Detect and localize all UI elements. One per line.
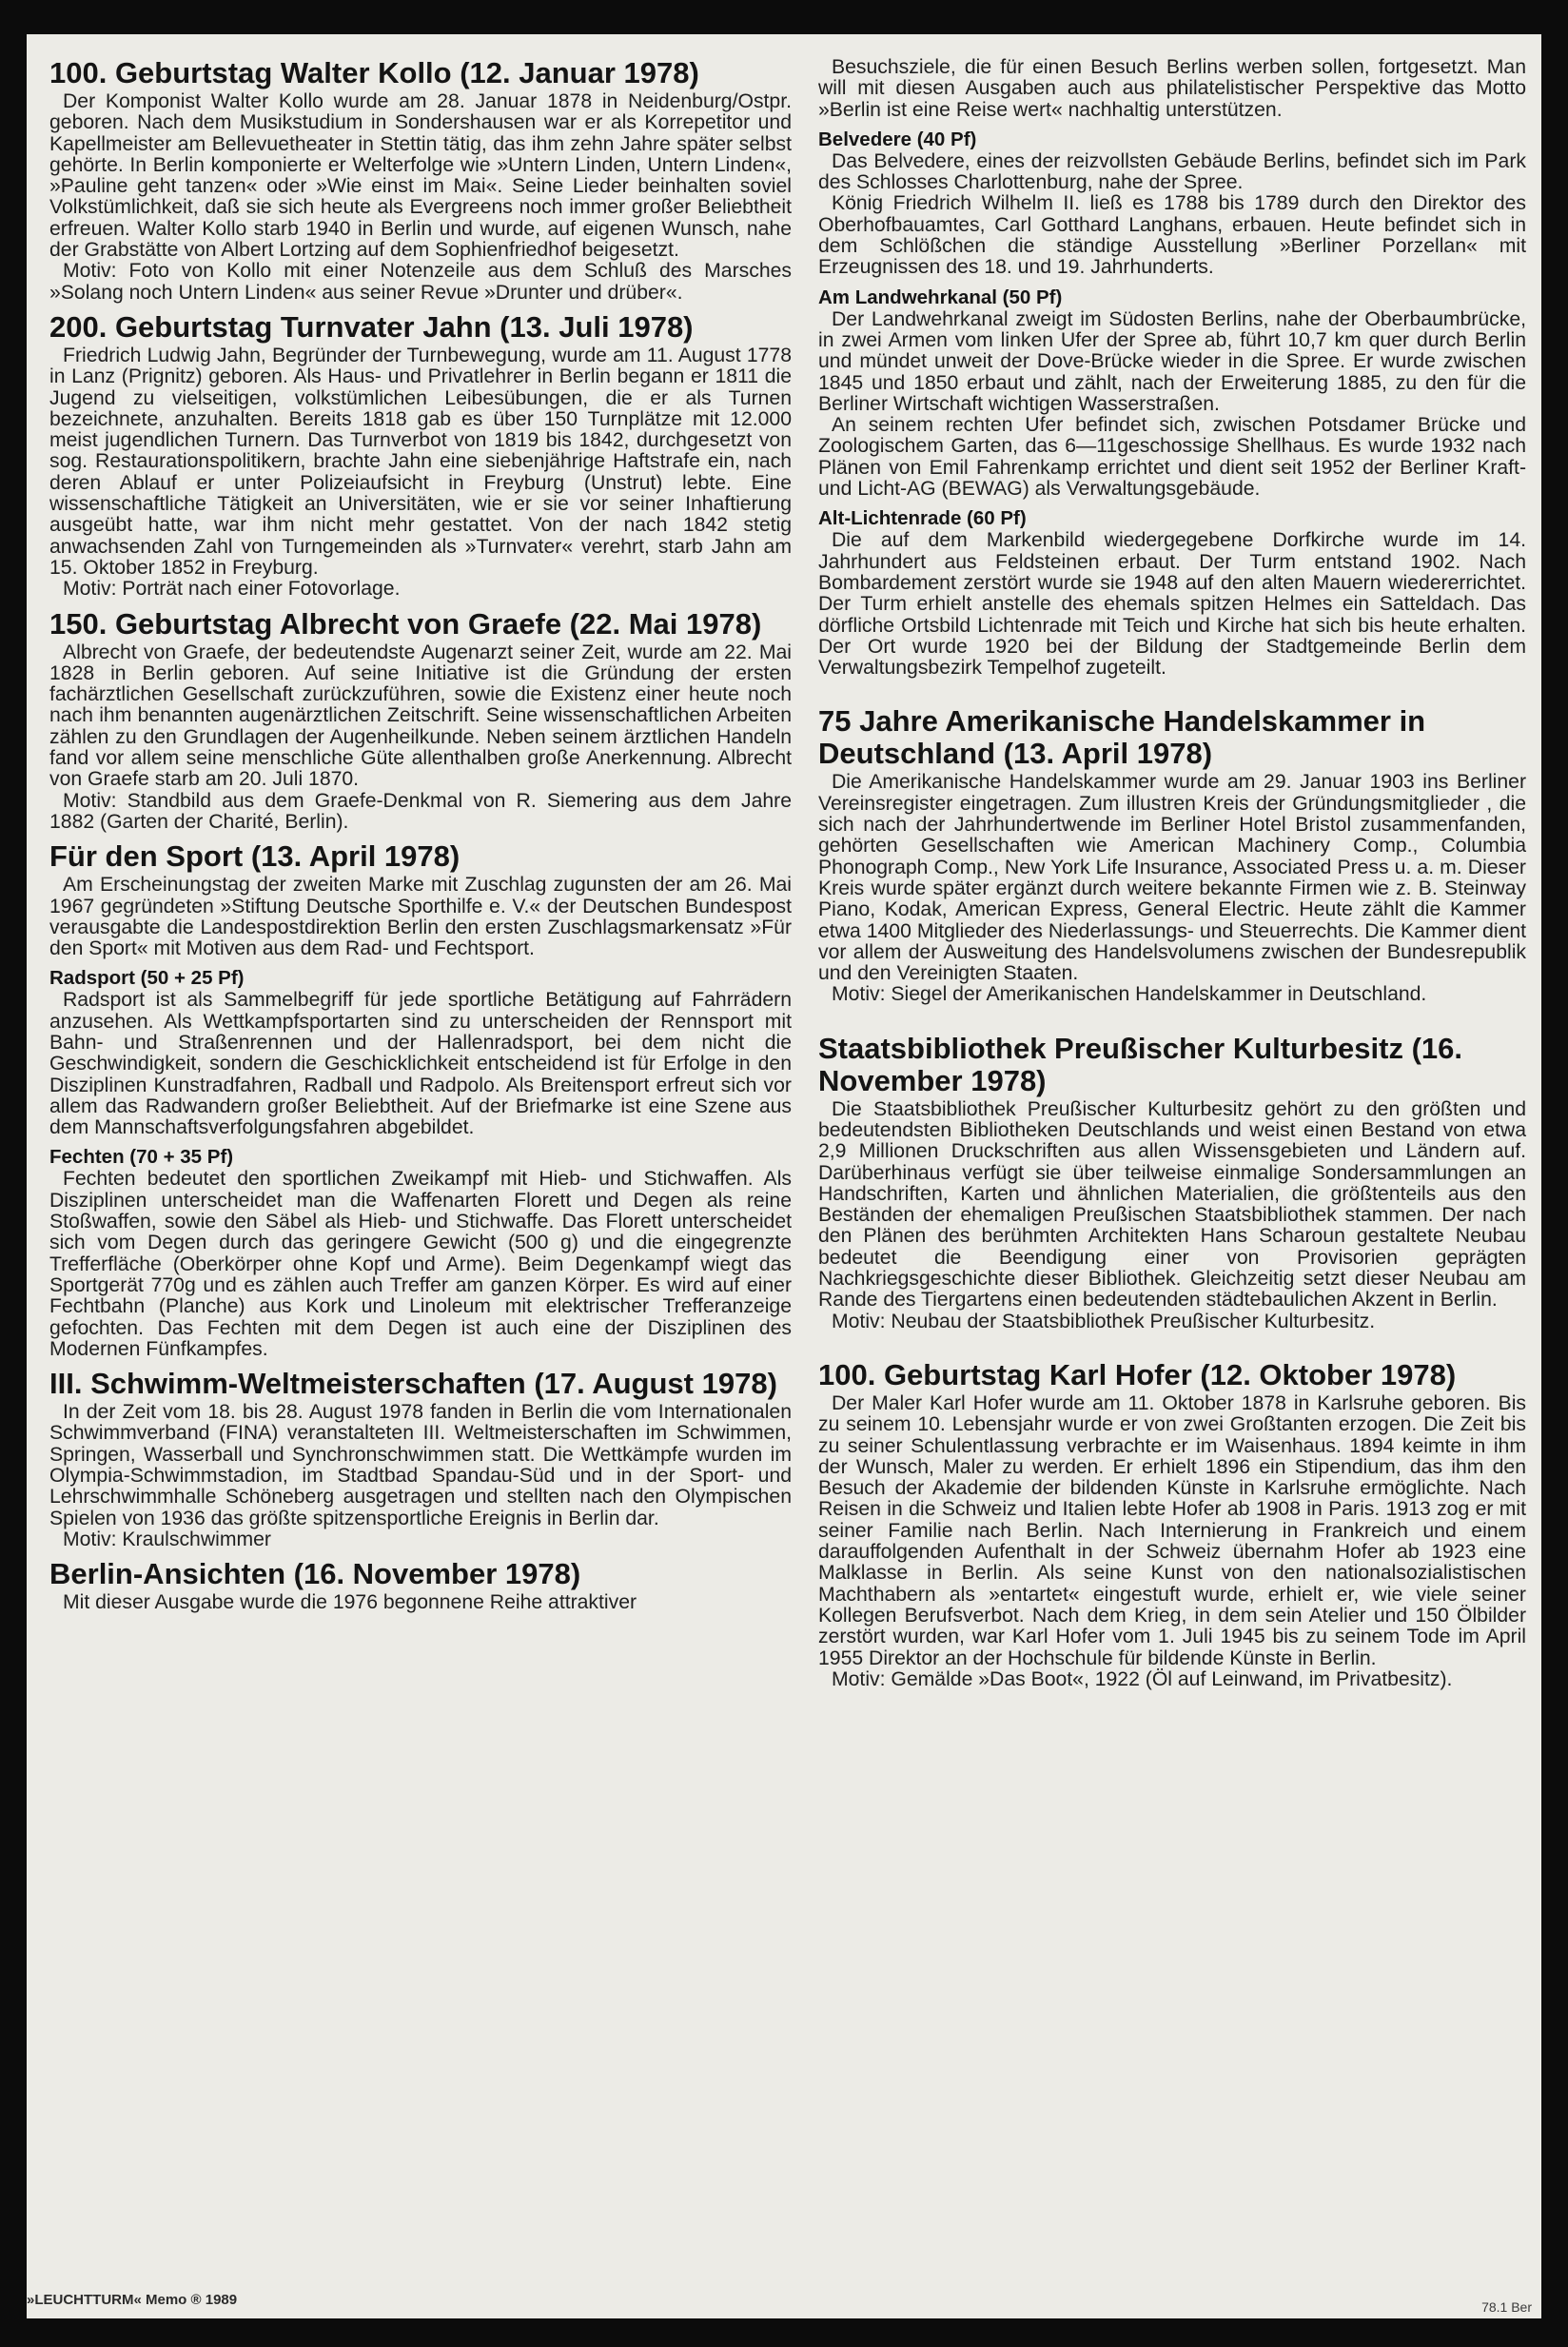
paragraph: Besuchsziele, die für einen Besuch Berlins werben sollen, fortgesetzt. Man will mit diesen Ausgaben auch aus philatelistischer Perspektive das Motto »Berlin ist eine Reise wert« nachhaltig unterstützen. [818,56,1526,121]
paragraph: An seinem rechten Ufer befindet sich, zwischen Potsdamer Brücke und Zoologischem Garten, das 6—11geschossige Shellhaus. Es wurde 1932 nach Plänen von Emil Fahrenkamp errichtet und dient seit 1952 der Berliner Kraft- und Licht-AG (BEWAG) als Verwaltungsgebäude. [818,414,1526,501]
paragraph: Die Staatsbibliothek Preußischer Kulturbesitz gehört zu den größten und bedeutendsten Bibliotheken Deutschlands und weist einen Bestand von etwa 2,9 Millionen Druckschriften aus allen Wissensgebieten und Ländern auf. Darüberhinaus verfügt sie über teilweise einmalige Sondersammlungen an Handschriften, Karten und ähnlichen Materialien, die größtenteils aus den Beständen der ehemaligen Preußischen Staatsbibliothek stammen. Der nach den Plänen des berühmten Architekten Hans Scharoun gestaltete Neubau bedeutet die Beendigung einer von Provisorien geprägten Nachkriegsgeschichte dieser Bibliothek. Gleichzeitig setzt dieser Neubau am Rande des Tiergartens einen bedeutenden städtebaulichen Akzent in Berlin. [818,1097,1526,1312]
paragraph: Der Landwehrkanal zweigt im Südosten Berlins, nahe der Oberbaumbrücke, in zwei Armen vom linken Ufer der Spree ab, führt 10,7 km quer durch Berlin und mündet unweit der Dove-Brücke wieder in die Spree. Er wurde zwischen 1845 und 1850 erbaut und zählt, nach der Erweiterung 1885, zu den für die Berliner Wirtschaft wichtigen Wasserstraßen. [818,307,1526,415]
article-section [818,1033,1526,1332]
paragraph: Motiv: Porträt nach einer Fotovorlage. [63,578,401,601]
section-heading: 75 Jahre Amerikanische Handelskammer in Deutschland (13. April 1978) [818,704,1426,771]
footer-page-number: 78.1 Ber [1481,2299,1532,2315]
sub-heading: Belvedere (40 Pf) [818,128,977,150]
paragraph: König Friedrich Wilhelm II. ließ es 1788 bis 1789 durch den Direktor des Oberhofbauamtes, Carl Gotthard Langhans, erbauen. Heute befindet sich in dem Schlößchen die ständige Ausstellung »Berliner Porzellan« mit Erzeugnissen des 18. und 19. Jahrhunderts. [818,192,1526,279]
album-page [27,34,1541,2318]
article-section [818,705,1526,1005]
section-heading: Staatsbibliothek Preußischer Kulturbesitz (16. November 1978) [818,1031,1462,1097]
article-section [49,311,792,601]
section-heading: 100. Geburtstag Walter Kollo (12. Januar 1978) [49,56,699,89]
paragraph: Motiv: Foto von Kollo mit einer Notenzeile aus dem Schluß des Marsches »Solang noch Untern Linden« aus seiner Revue »Drunter und drüber«. [49,260,792,304]
article-section [49,1558,792,1613]
paragraph: Der Komponist Walter Kollo wurde am 28. Januar 1878 in Neidenburg/Ostpr. geboren. Nach dem Musikstudium in Sondershausen war er als Korrepetitor und Kapellmeister am Bellevuetheater in Stettin tätig, das ihm zehn Jahre später selbst gehörte. In Berlin komponierte er Welterfolge wie »Untern Linden, Untern Linden«, »Pauline geht tanzen« oder »Wie einst im Mai«. Seine Lieder beinhalten soviel Volkstümlichkeit, daß sie sich heute als Evergreens noch immer großer Beliebtheit erfreuen. Walter Kollo starb 1940 in Berlin und wurde, auf eigenen Wunsch, nahe der Grabstätte von Albert Lortzing auf dem Sophienfriedhof beigesetzt. [49,90,792,262]
paragraph: Die Amerikanische Handelskammer wurde am 29. Januar 1903 ins Berliner Vereinsregister eingetragen. Zum illustren Kreis der Gründungsmitglieder , die sich nach der Jahrhundertwende im Berliner Hotel Bristol zusammenfanden, gehörten Gesellschaften wie American Machinery Comp., Columbia Phonograph Comp., New York Life Insurance, Associated Press u. a. m. Dieser Kreis wurde später ergänzt durch weitere bekannte Firmen wie z. B. Steinway Piano, Kodak, American Express, General Electric. Heute zählt die Kammer etwa 1400 Mitglieder des Niederlassungs- und Steuerrechts. Die Kammer dient vor allem der Ausweitung des Handelsvolumens zwischen der Bundesrepublik und den Vereinigten Staaten. [818,771,1526,985]
paragraph: Am Erscheinungstag der zweiten Marke mit Zuschlag zugunsten der am 26. Mai 1967 gegründeten »Stiftung Deutsche Sporthilfe e. V.« der Deutschen Bundespost verausgabte die Landespostdirektion Berlin den ersten Zuschlagsmarkensatz »Für den Sport« mit Motiven aus dem Rad- und Fechtsport. [49,874,792,960]
paragraph: Motiv: Gemälde »Das Boot«, 1922 (Öl auf Leinwand, im Privatbesitz). [832,1667,1453,1690]
paragraph: Albrecht von Graefe, der bedeutendste Augenarzt seiner Zeit, wurde am 22. Mai 1828 in Berlin geboren. Auf seine Initiative ist die Gründung der ersten fachärztlichen Gesellschaft zurückzuführen, sowie die Existenz einer heute noch nach ihm benannten augenärztlichen Zeitschrift. Seine wissenschaftlichen Arbeiten zählen zu den Grundlagen der Augenheilkunde. Neben seinem ärztlichen Handeln fand vor allem seine menschliche Güte allenthalben große Anerkennung. Albrecht von Graefe starb am 20. Juli 1870. [49,641,792,791]
paragraph: Motiv: Kraulschwimmer [63,1528,271,1550]
article-section [49,1368,792,1550]
sub-heading: Alt-Lichtenrade (60 Pf) [818,507,1027,530]
article-section [818,286,1526,501]
paragraph: Motiv: Siegel der Amerikanischen Handelskammer in Deutschland. [832,983,1427,1006]
article-section [818,57,1526,121]
right-column [818,57,1526,1698]
article-section [49,967,792,1138]
section-heading: 200. Geburtstag Turnvater Jahn (13. Juli 1978) [49,309,694,344]
paragraph: Friedrich Ludwig Jahn, Begründer der Turnbewegung, wurde am 11. August 1778 in Lanz (Prignitz) geboren. Als Haus- und Privatlehrer in Berlin begann er 1811 die Jugend zu vielseitigen, volkstümlichen Leibesübungen, die er als Turnen bezeichnete, anzuhalten. Bereits 1818 gab es über 150 Turnplätze mit 12.000 meist jugendlichen Turnern. Das Turnverbot von 1819 bis 1842, durchgesetzt von sog. Restaurationspolitikern, brachte Jahn eine siebenjährige Haftstrafe ein, nach deren Ablauf er unter Polizeiaufsicht in Freyburg (Unstrut) lebte. Eine wissenschaftliche Tätigkeit an Universitäten, wie er sie vor seiner Inhaftierung ausgeübt hatte, war ihm nicht mehr gestattet. Von der nach 1842 stetig anwachsenden Zahl von Turngemeinden als »Turnvater« verehrt, starb Jahn am 15. Oktober 1852 in Freyburg. [49,344,792,579]
sub-heading: Fechten (70 + 35 Pf) [49,1146,234,1169]
section-heading: 150. Geburtstag Albrecht von Graefe (22. Mai 1978) [49,606,762,641]
article-section [818,128,1526,279]
article-section [49,608,792,834]
section-heading: 100. Geburtstag Karl Hofer (12. Oktober 1978) [818,1357,1457,1391]
paragraph: Motiv: Standbild aus dem Graefe-Denkmal von R. Siemering aus dem Jahre 1882 (Garten der Charité, Berlin). [49,789,792,833]
article-section [49,1146,792,1360]
paragraph: Radsport ist als Sammelbegriff für jede sportliche Betätigung auf Fahrrädern anzusehen. Als Wettkampfsportarten sind zu unterscheiden der Rennsport mit Bahn- und Straßenrennen und der Hallenradsport, bei dem nicht die Geschwindigkeit, sondern die Geschicklichkeit entscheidend ist für Erfolge in den Disziplinen Kunstradfahren, Radball und Radpolo. Als Breitensport erfreut sich vor allem das Radwandern großer Beliebtheit. Auf der Briefmarke ist eine Szene aus dem Mannschaftsverfolgungsfahren abgebildet. [49,989,792,1139]
paragraph: Das Belvedere, eines der reizvollsten Gebäude Berlins, befindet sich im Park des Schlosses Charlottenburg, nahe der Spree. [818,149,1526,194]
section-heading: Für den Sport (13. April 1978) [49,839,461,874]
section-heading: III. Schwimm-Weltmeisterschaften (17. August 1978) [49,1367,777,1401]
section-heading: Berlin-Ansichten (16. November 1978) [49,1557,581,1591]
paragraph: Motiv: Neubau der Staatsbibliothek Preußischer Kulturbesitz. [832,1310,1376,1332]
article-section [818,507,1526,679]
article-section [49,57,792,304]
paragraph: Der Maler Karl Hofer wurde am 11. Oktober 1878 in Karlsruhe geboren. Bis zu seinem 10. Lebensjahr wurde er von zwei Großtanten erzogen. Die Zeit bis zu seiner Schulentlassung verbrachte er im Waisenhaus. 1894 keimte in ihm der Wunsch, Maler zu werden. Er erhielt 1896 ein Stipendium, das ihm den Besuch der Akademie der bildenden Künste in Karlsruhe ermöglichte. Nach Reisen in die Schweiz und Italien lebte Hofer ab 1908 in Paris. 1913 zog er mit seiner Familie nach Berlin. Nach Internierung in Frankreich und einem darauffolgenden Aufenthalt in der Schweiz übernahm Hofer ab 1923 eine Malklasse in Berlin. Als seine Kunst von den nationalsozialistischen Machthabern als »entartet« eingestuft wurde, erhielt er, wie viele seiner Kollegen Berufsverbot. Nach dem Krieg, in dem sein Atelier und 150 Ölbilder zerstört wurden, war Karl Hofer vom 1. Juli 1945 bis zu seinem Tode im April 1955 Direktor an der Hochschule für bildende Künste in Berlin. [818,1391,1526,1669]
article-section [818,1359,1526,1690]
sub-heading: Radsport (50 + 25 Pf) [49,967,245,990]
sub-heading: Am Landwehrkanal (50 Pf) [818,286,1063,308]
left-column [49,57,792,1622]
paragraph: In der Zeit vom 18. bis 28. August 1978 fanden in Berlin die vom Internationalen Schwimmverband (FINA) veranstalteten III. Weltmeisterschaften im Schwimmen, Springen, Wasserball und Synchronschwimmen statt. Die Wettkämpfe wurden im Olympia-Schwimmstadion, im Stadtbad Spandau-Süd und in der Sport- und Lehrschwimmhalle Schöneberg ausgetragen und stellten nach den Olympischen Spielen von 1936 das größte spitzensportliche Ereignis in Berlin dar. [49,1401,792,1529]
footer-brand: »LEUCHTTURM« Memo ® 1989 [27,2292,238,2308]
paragraph: Mit dieser Ausgabe wurde die 1976 begonnene Reihe attraktiver [63,1591,637,1614]
article-section [49,840,792,959]
paragraph: Fechten bedeutet den sportlichen Zweikampf mit Hieb- und Stichwaffen. Als Disziplinen unterscheidet man die Waffenarten Florett und Degen als reine Stoßwaffen, sowie den Säbel als Hieb- und Stichwaffe. Das Florett unterscheidet sich vom Degen durch das geringere Gewicht (500 g) und die eingegrenzte Trefferfläche (Oberkörper ohne Kopf und Arme). Beim Degenkampf wiegt das Sportgerät 770g und es zählen auch Treffer am ganzen Körper. Es wird auf einer Fechtbahn (Planche) aus Kork und Linoleum mit elektrischer Trefferanzeige gefochten. Das Fechten mit dem Degen ist auch eine der Disziplinen des Modernen Fünfkampfes. [49,1168,792,1360]
paragraph: Die auf dem Markenbild wiedergegebene Dorfkirche wurde im 14. Jahrhundert aus Feldsteinen erbaut. Der Turm entstand 1902. Nach Bombardement zerstört wurde sie 1948 auf den alten Mauern wiedererrichtet. Der Turm erhielt anstelle des ehemals spitzen Helmes ein Satteldach. Das dörfliche Ortsbild Lichtenrade mit Teich und Kirche hat sich bis heute erhalten. Der Ort wurde 1920 bei der Bildung der Stadtgemeinde Berlin dem Verwaltungsbezirk Tempelhof zugeteilt. [818,529,1526,680]
